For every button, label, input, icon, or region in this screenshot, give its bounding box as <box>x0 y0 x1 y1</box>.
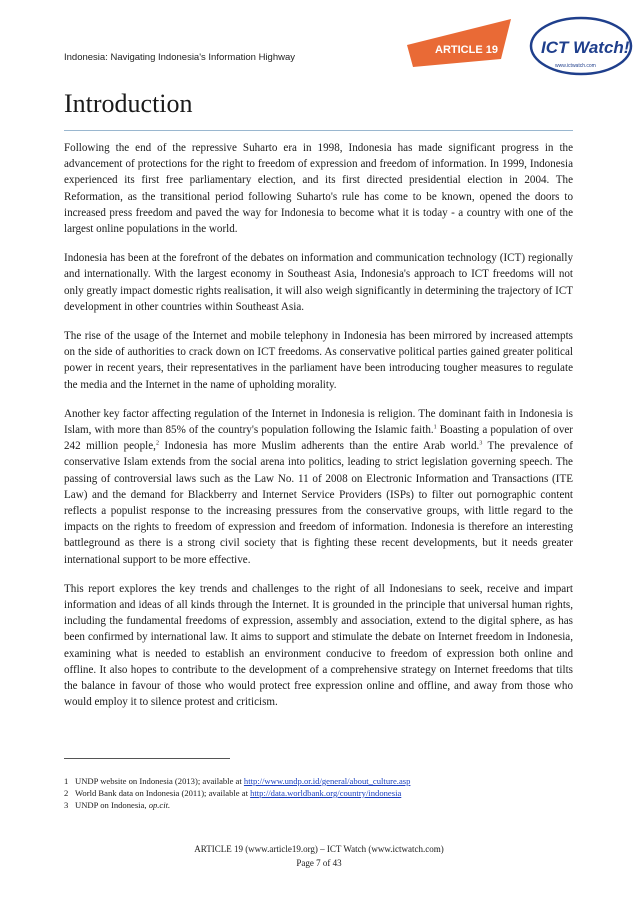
paragraph-5: This report explores the key trends and challenges to the right of all Indonesians to seek, receive and impart information and ideas of all kinds through the Internet. It is grounded in the principle that universal human rights, including the fundamental freedoms of expression, assembly and association, extend to the digital sphere, as has been confirmed by international law. It aims to support and stimulate the debate on Internet freedom in Indonesia, examining what is needed to establish an environment conducive to freedom of expression both online and offline. It also hopes to contribute to the development of a comprehensive strategy on Internet freedoms that tilts the balance in favour of those who would protect free expression online and offline, and away from those who would employ it to silence protest and criticism. <box>64 582 573 709</box>
page-footer <box>0 842 638 870</box>
section-title: Introduction <box>64 89 193 118</box>
footnote-ref-2: 2 <box>155 440 159 447</box>
footer-credits: ARTICLE 19 (www.article19.org) – ICT Watch (www.ictwatch.com) <box>194 844 444 854</box>
paragraph-2: Indonesia has been at the forefront of the debates on information and communication technology (ICT) regionally and internationally. With the largest economy in Southeast Asia, Indonesia's approach to ICT freedoms will not only greatly impact domestic rights realisation, it will also weigh significantly in determining the trajectory of ICT development in other countries within Southeast Asia. <box>64 252 573 313</box>
footnote-text: World Bank data on Indonesia (2011); available at <box>75 788 251 798</box>
title-divider <box>64 130 573 131</box>
ictwatch-logo-text: ICT Watch! <box>541 38 630 57</box>
footnote-1 <box>64 775 584 787</box>
footnote-2 <box>64 787 584 799</box>
footnote-number: 1 <box>64 776 69 786</box>
paragraph-4 <box>64 406 573 568</box>
footnote-italic: op.cit. <box>148 800 171 810</box>
footnote-number: 2 <box>64 788 69 798</box>
article19-logo <box>407 19 511 67</box>
partner-logos <box>405 15 635 77</box>
footnote-ref-3: 3 <box>479 440 483 447</box>
footnote-divider <box>64 758 230 759</box>
ictwatch-logo <box>531 18 631 74</box>
footnote-link[interactable]: http://www.undp.or.id/general/about_culture.asp <box>243 776 411 786</box>
body-text <box>64 140 573 724</box>
paragraph-4-part-2: Boasting a population of over 242 million people, <box>64 424 573 453</box>
page-number: Page 7 of 43 <box>296 858 342 868</box>
footnote-3 <box>64 799 584 811</box>
footnote-ref-1: 1 <box>433 424 437 431</box>
article19-logo-shape <box>407 19 511 67</box>
paragraph-4-part-4: The prevalence of conservative Islam extends from the social arena into politics, leading to strict legislation governing speech. The passing of controversial laws such as the Law No. 11 of 2008 on Electronic Information and Transactions (ITE Law) and the demand for Blackberry and Internet Service Providers (ISPs) to filter out pornographic content reflects a populist response to the increasing pressures from the conservative groups, with little regard to the impacts on the rights to freedom of expression and freedom of information. Indonesia is therefore an interesting battleground as there is a strong civil society that is fighting these recent developments, but it needs greater international support to be more effective. <box>64 440 573 566</box>
footnote-number: 3 <box>64 800 69 810</box>
paragraph-3: The rise of the usage of the Internet and mobile telephony in Indonesia has been mirrored by increased attempts on the side of authorities to crack down on ICT freedoms. As conservative political parties gained greater political power in recent years, their representatives in the parliament have been introducing tougher measures to regulate the media and the Internet in the name of upholding morality. <box>64 330 573 391</box>
ictwatch-logo-url: www.ictwatch.com <box>555 63 596 69</box>
paragraph-4-part-1: Another key factor affecting regulation of the Internet in Indonesia is religion. The dominant faith in Indonesia is Islam, with more than 85% of the country's population following the Islamic faith. <box>64 407 573 437</box>
paragraph-4-part-3: Indonesia has more Muslim adherents than the entire Arab world. <box>158 440 480 453</box>
article19-logo-text: ARTICLE 19 <box>435 44 498 56</box>
footnote-text: UNDP on Indonesia, <box>75 800 149 810</box>
footnote-link[interactable]: http://data.worldbank.org/country/indonesia <box>250 788 402 798</box>
footnote-text: UNDP website on Indonesia (2013); available at <box>75 776 244 786</box>
running-header: Indonesia: Navigating Indonesia's Information Highway <box>64 52 296 63</box>
paragraph-1: Following the end of the repressive Suharto era in 1998, Indonesia has made significant progress in the advancement of protections for the right to freedom of expression and freedom of information. In 1999, Indonesia experienced its first free parliamentary election, and its first directed presidential election in 2004. The Reformation, as the transitional period following Suharto's rule has come to be known, opened the doors to increased press freedom and paved the way for Indonesia to become what it is today - a country with one of the largest online populations in the world. <box>64 142 573 236</box>
footnotes <box>64 775 584 811</box>
